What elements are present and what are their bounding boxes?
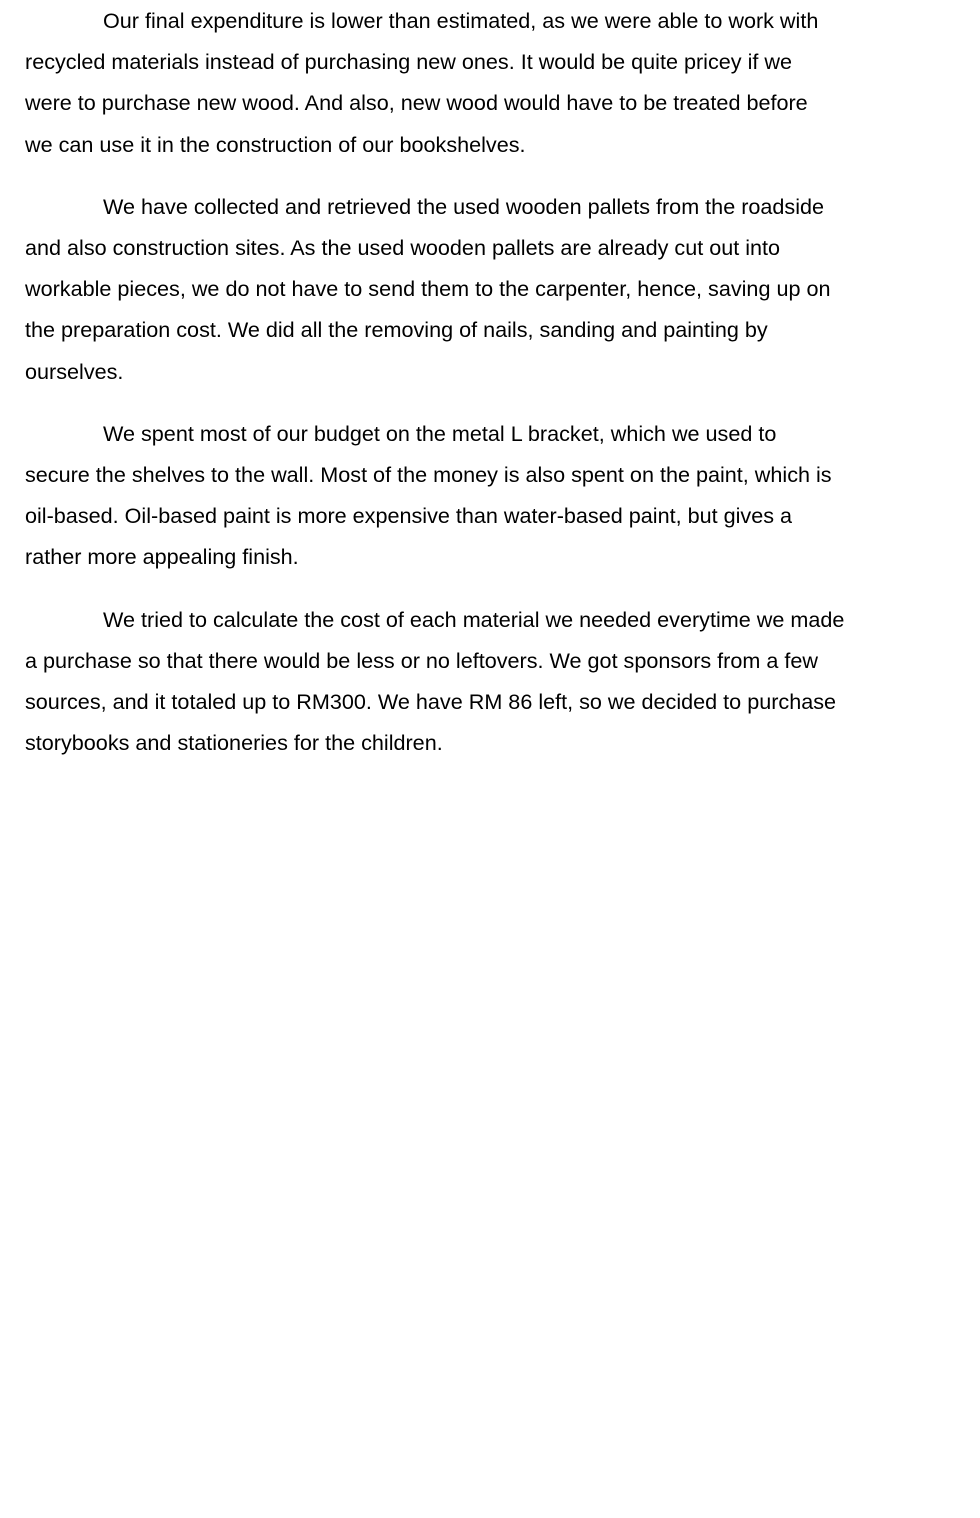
paragraph-line: we can use it in the construction of our bookshelves.	[25, 131, 526, 157]
paragraph-line: a purchase so that there would be less or no leftovers. We got sponsors from a few	[25, 647, 818, 673]
paragraph-sponsors	[25, 599, 955, 764]
paragraph-line: ourselves.	[25, 358, 124, 384]
paragraph-line: Our final expenditure is lower than estimated, as we were able to work with	[103, 8, 819, 33]
paragraph-line: workable pieces, we do not have to send them to the carpenter, hence, saving up on	[25, 276, 831, 302]
paragraph-line: storybooks and stationeries for the children.	[25, 730, 443, 756]
paragraph-line: oil-based. Oil-based paint is more expensive than water-based paint, but gives a	[25, 503, 793, 529]
paragraph-budget	[25, 413, 955, 578]
paragraph-line: secure the shelves to the wall. Most of the money is also spent on the paint, which is	[25, 462, 832, 488]
paragraph-line: rather more appealing finish.	[25, 544, 299, 570]
paragraph-line: sources, and it totaled up to RM300. We have RM 86 left, so we decided to purchase	[25, 689, 837, 715]
paragraph-line: recycled materials instead of purchasing new ones. It would be quite pricey if we	[25, 49, 792, 75]
paragraph-line: and also construction sites. As the used wooden pallets are already cut out into	[25, 235, 781, 261]
paragraph-expenditure	[25, 0, 955, 165]
paragraph-line: were to purchase new wood. And also, new wood would have to be treated before	[25, 90, 808, 116]
paragraph-line: the preparation cost. We did all the removing of nails, sanding and painting by	[25, 317, 768, 343]
paragraph-line: We tried to calculate the cost of each material we needed everytime we made	[103, 606, 845, 632]
document-body	[25, 0, 955, 784]
paragraph-line: We have collected and retrieved the used wooden pallets from the roadside	[103, 193, 825, 219]
paragraph-line: We spent most of our budget on the metal L bracket, which we used to	[103, 420, 777, 446]
paragraph-pallets	[25, 186, 955, 392]
